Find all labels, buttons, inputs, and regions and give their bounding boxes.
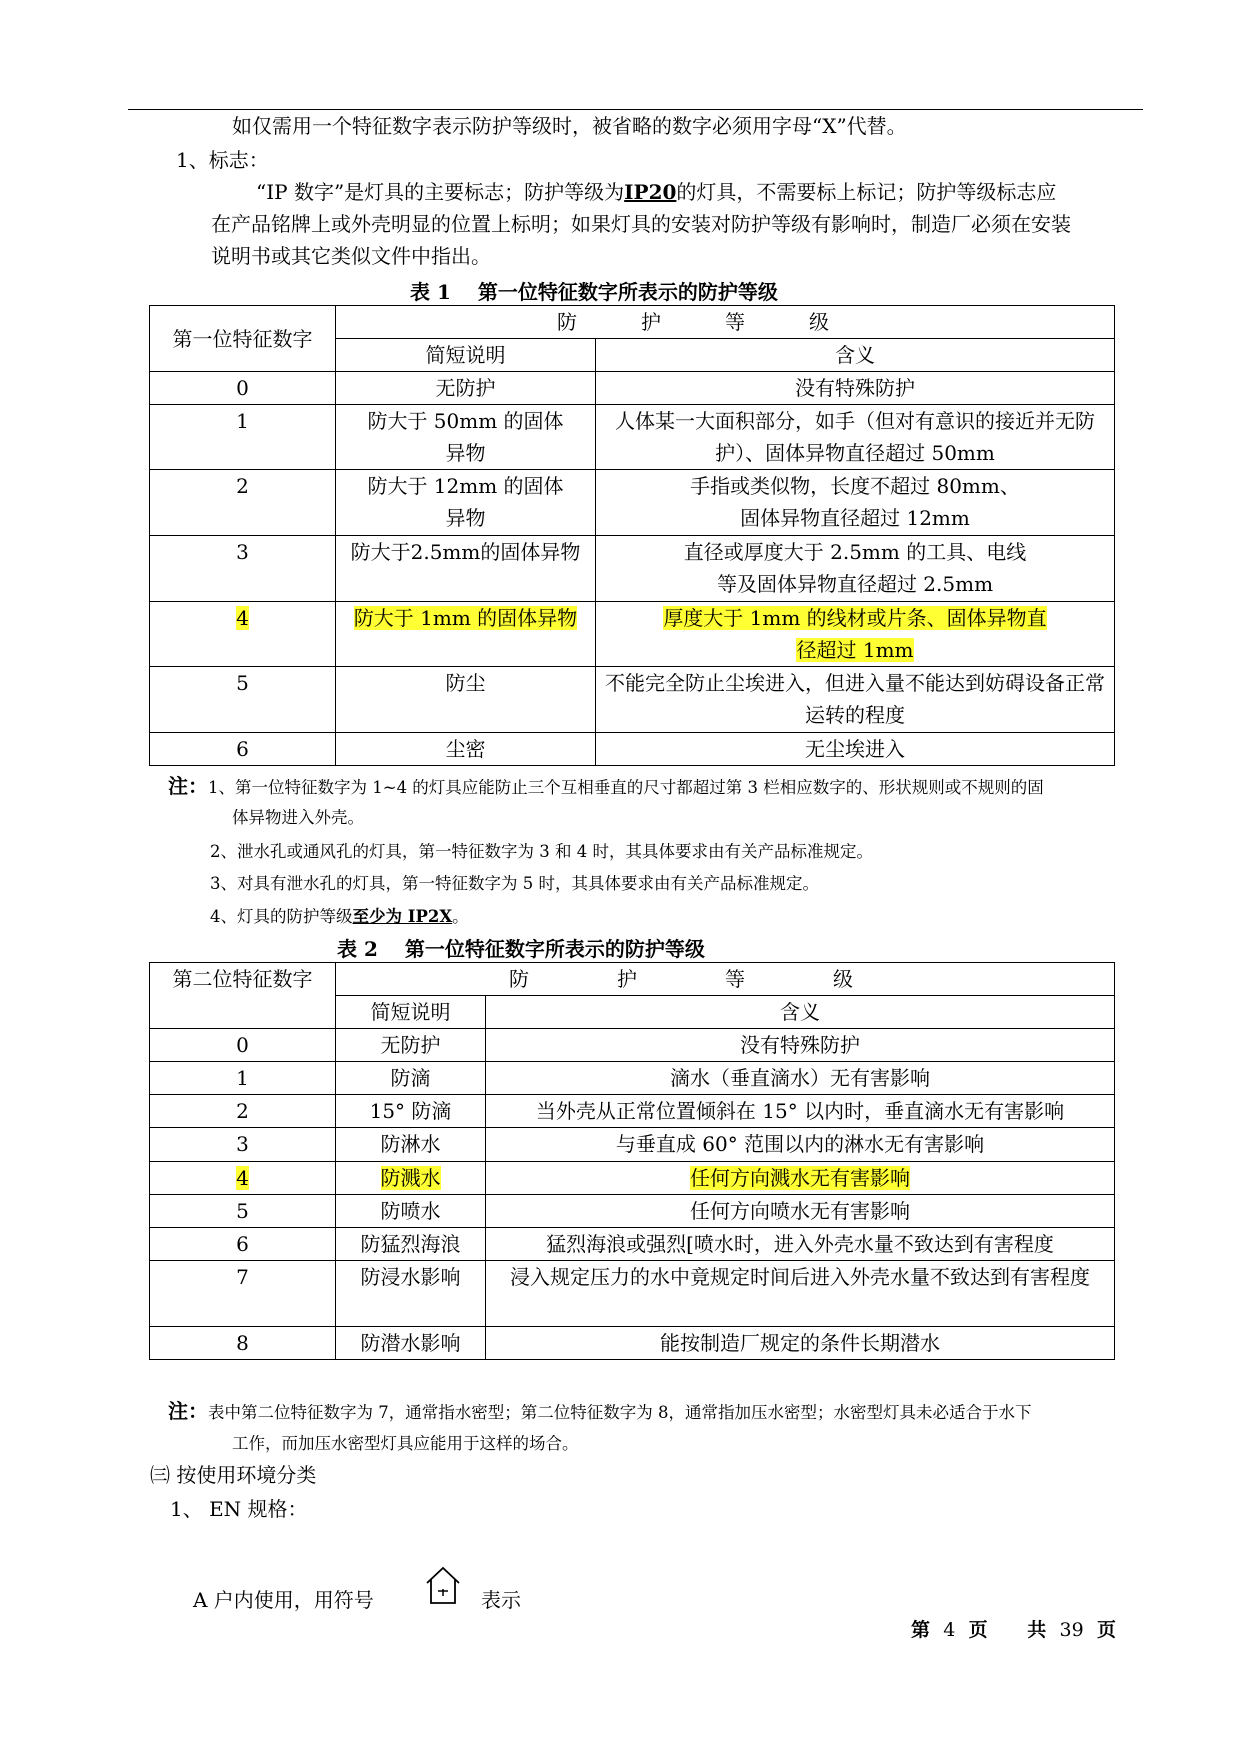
intro-line: 如仅需用一个特征数字表示防护等级时，被省略的数字必须用字母“X”代替。 bbox=[232, 114, 907, 138]
table1-caption: 表 1 第一位特征数字所表示的防护等级 bbox=[410, 280, 778, 304]
table2-group-header: 防护等级 bbox=[336, 963, 1115, 996]
table-row: 7 防浸水影响 浸入规定压力的水中竟规定时间后进入外壳水量不致达到有害程度 bbox=[150, 1261, 1115, 1327]
ip2x-emphasis: 至少为 IP2X bbox=[352, 907, 453, 926]
table-row-highlighted: 4 防大于 1mm 的固体异物 厚度大于 1mm 的线材或片条、固体异物直径超过 1mm bbox=[150, 602, 1115, 667]
table-row: 2 15° 防滴 当外壳从正常位置倾斜在 15° 以内时，垂直滴水无有害影响 bbox=[150, 1095, 1115, 1128]
table-row: 1 防大于 50mm 的固体异物 人体某一大面积部分，如手（但对有意识的接近并无防护）、固体异物直径超过 50mm bbox=[150, 405, 1115, 470]
indoor-use-suffix: 表示 bbox=[481, 1588, 521, 1612]
table-row: 3 防淋水 与垂直成 60° 范围以内的淋水无有害影响 bbox=[150, 1128, 1115, 1162]
table1-col1-header: 简短说明 bbox=[336, 339, 596, 372]
table-row: 8 防潜水影响 能按制造厂规定的条件长期潜水 bbox=[150, 1327, 1115, 1360]
note-label: 注： bbox=[168, 1399, 208, 1423]
table1-group-header: 防护等级 bbox=[336, 306, 1115, 339]
total-pages: 39 bbox=[1059, 1619, 1084, 1641]
table1 bbox=[149, 305, 1115, 766]
table-row: 5 防尘 不能完全防止尘埃进入，但进入量不能达到妨碍设备正常运转的程度 bbox=[150, 667, 1115, 733]
table2-caption: 表 2 第一位特征数字所表示的防护等级 bbox=[337, 937, 705, 961]
house-icon bbox=[423, 1565, 463, 1609]
table-row: 2 防大于 12mm 的固体异物 手指或类似物，长度不超过 80mm、固体异物直径超过 12mm bbox=[150, 470, 1115, 536]
table-row: 0 无防护 没有特殊防护 bbox=[150, 372, 1115, 405]
indoor-use-label: A 户内使用，用符号 bbox=[193, 1588, 374, 1612]
page-number: 4 bbox=[943, 1619, 956, 1641]
mark-paragraph-line1: “IP 数字”是灯具的主要标志；防护等级为IP20的灯具，不需要标上标记；防护等级标志应 bbox=[256, 180, 1057, 204]
table1-note-2: 2、泄水孔或通风孔的灯具，第一特征数字为 3 和 4 时，其具体要求由有关产品标准规定。 bbox=[210, 842, 873, 861]
item1-title: 1、标志： bbox=[176, 148, 269, 172]
table1-note-1-cont: 体异物进入外壳。 bbox=[232, 808, 364, 827]
table1-note-4: 4、灯具的防护等级至少为 IP2X。 bbox=[210, 907, 469, 926]
table2-note-line1: 注：表中第二位特征数字为 7，通常指水密型；第二位特征数字为 8，通常指加压水密型；水密型灯具未必适合于水下 bbox=[168, 1399, 1032, 1423]
table-row: 6 尘密 无尘埃进入 bbox=[150, 733, 1115, 766]
table-row: 1 防滴 滴水（垂直滴水）无有害影响 bbox=[150, 1062, 1115, 1095]
ip20-emphasis: IP20 bbox=[624, 180, 677, 204]
table2-col2-header: 含义 bbox=[486, 996, 1115, 1029]
mark-paragraph-line2: 在产品铭牌上或外壳明显的位置上标明；如果灯具的安装对防护等级有影响时，制造厂必须在安装 bbox=[211, 212, 1071, 236]
table2 bbox=[149, 962, 1115, 1360]
table-row: 5 防喷水 任何方向喷水无有害影响 bbox=[150, 1195, 1115, 1228]
en-spec-item: 1、 EN 规格： bbox=[170, 1497, 308, 1521]
table1-col0-header: 第一位特征数字 bbox=[150, 306, 336, 372]
mark-paragraph-line3: 说明书或其它类似文件中指出。 bbox=[211, 244, 491, 268]
note-label: 注： bbox=[168, 774, 208, 798]
table1-col2-header: 含义 bbox=[596, 339, 1115, 372]
table1-note-1: 注：1、第一位特征数字为 1~4 的灯具应能防止三个互相垂直的尺寸都超过第 3 栏相应数字的、形状规则或不规则的固 bbox=[168, 774, 1044, 798]
table2-col1-header: 简短说明 bbox=[336, 996, 486, 1029]
table2-col0-header: 第二位特征数字 bbox=[150, 963, 336, 1029]
page-footer: 第 4 页 共 39 页 bbox=[911, 1619, 1116, 1641]
table-row: 0 无防护 没有特殊防护 bbox=[150, 1029, 1115, 1062]
section-heading: ㈢ 按使用环境分类 bbox=[150, 1463, 317, 1487]
table-row: 3 防大于2.5mm的固体异物 直径或厚度大于 2.5mm 的工具、电线等及固体异物直径超过 2.5mm bbox=[150, 536, 1115, 602]
table-row-highlighted: 4 防溅水 任何方向溅水无有害影响 bbox=[150, 1162, 1115, 1195]
table2-note-line2: 工作，而加压水密型灯具应能用于这样的场合。 bbox=[232, 1434, 579, 1453]
table-row: 6 防猛烈海浪 猛烈海浪或强烈[喷水时，进入外壳水量不致达到有害程度 bbox=[150, 1228, 1115, 1261]
table1-note-3: 3、对具有泄水孔的灯具，第一特征数字为 5 时，其具体要求由有关产品标准规定。 bbox=[210, 874, 819, 893]
